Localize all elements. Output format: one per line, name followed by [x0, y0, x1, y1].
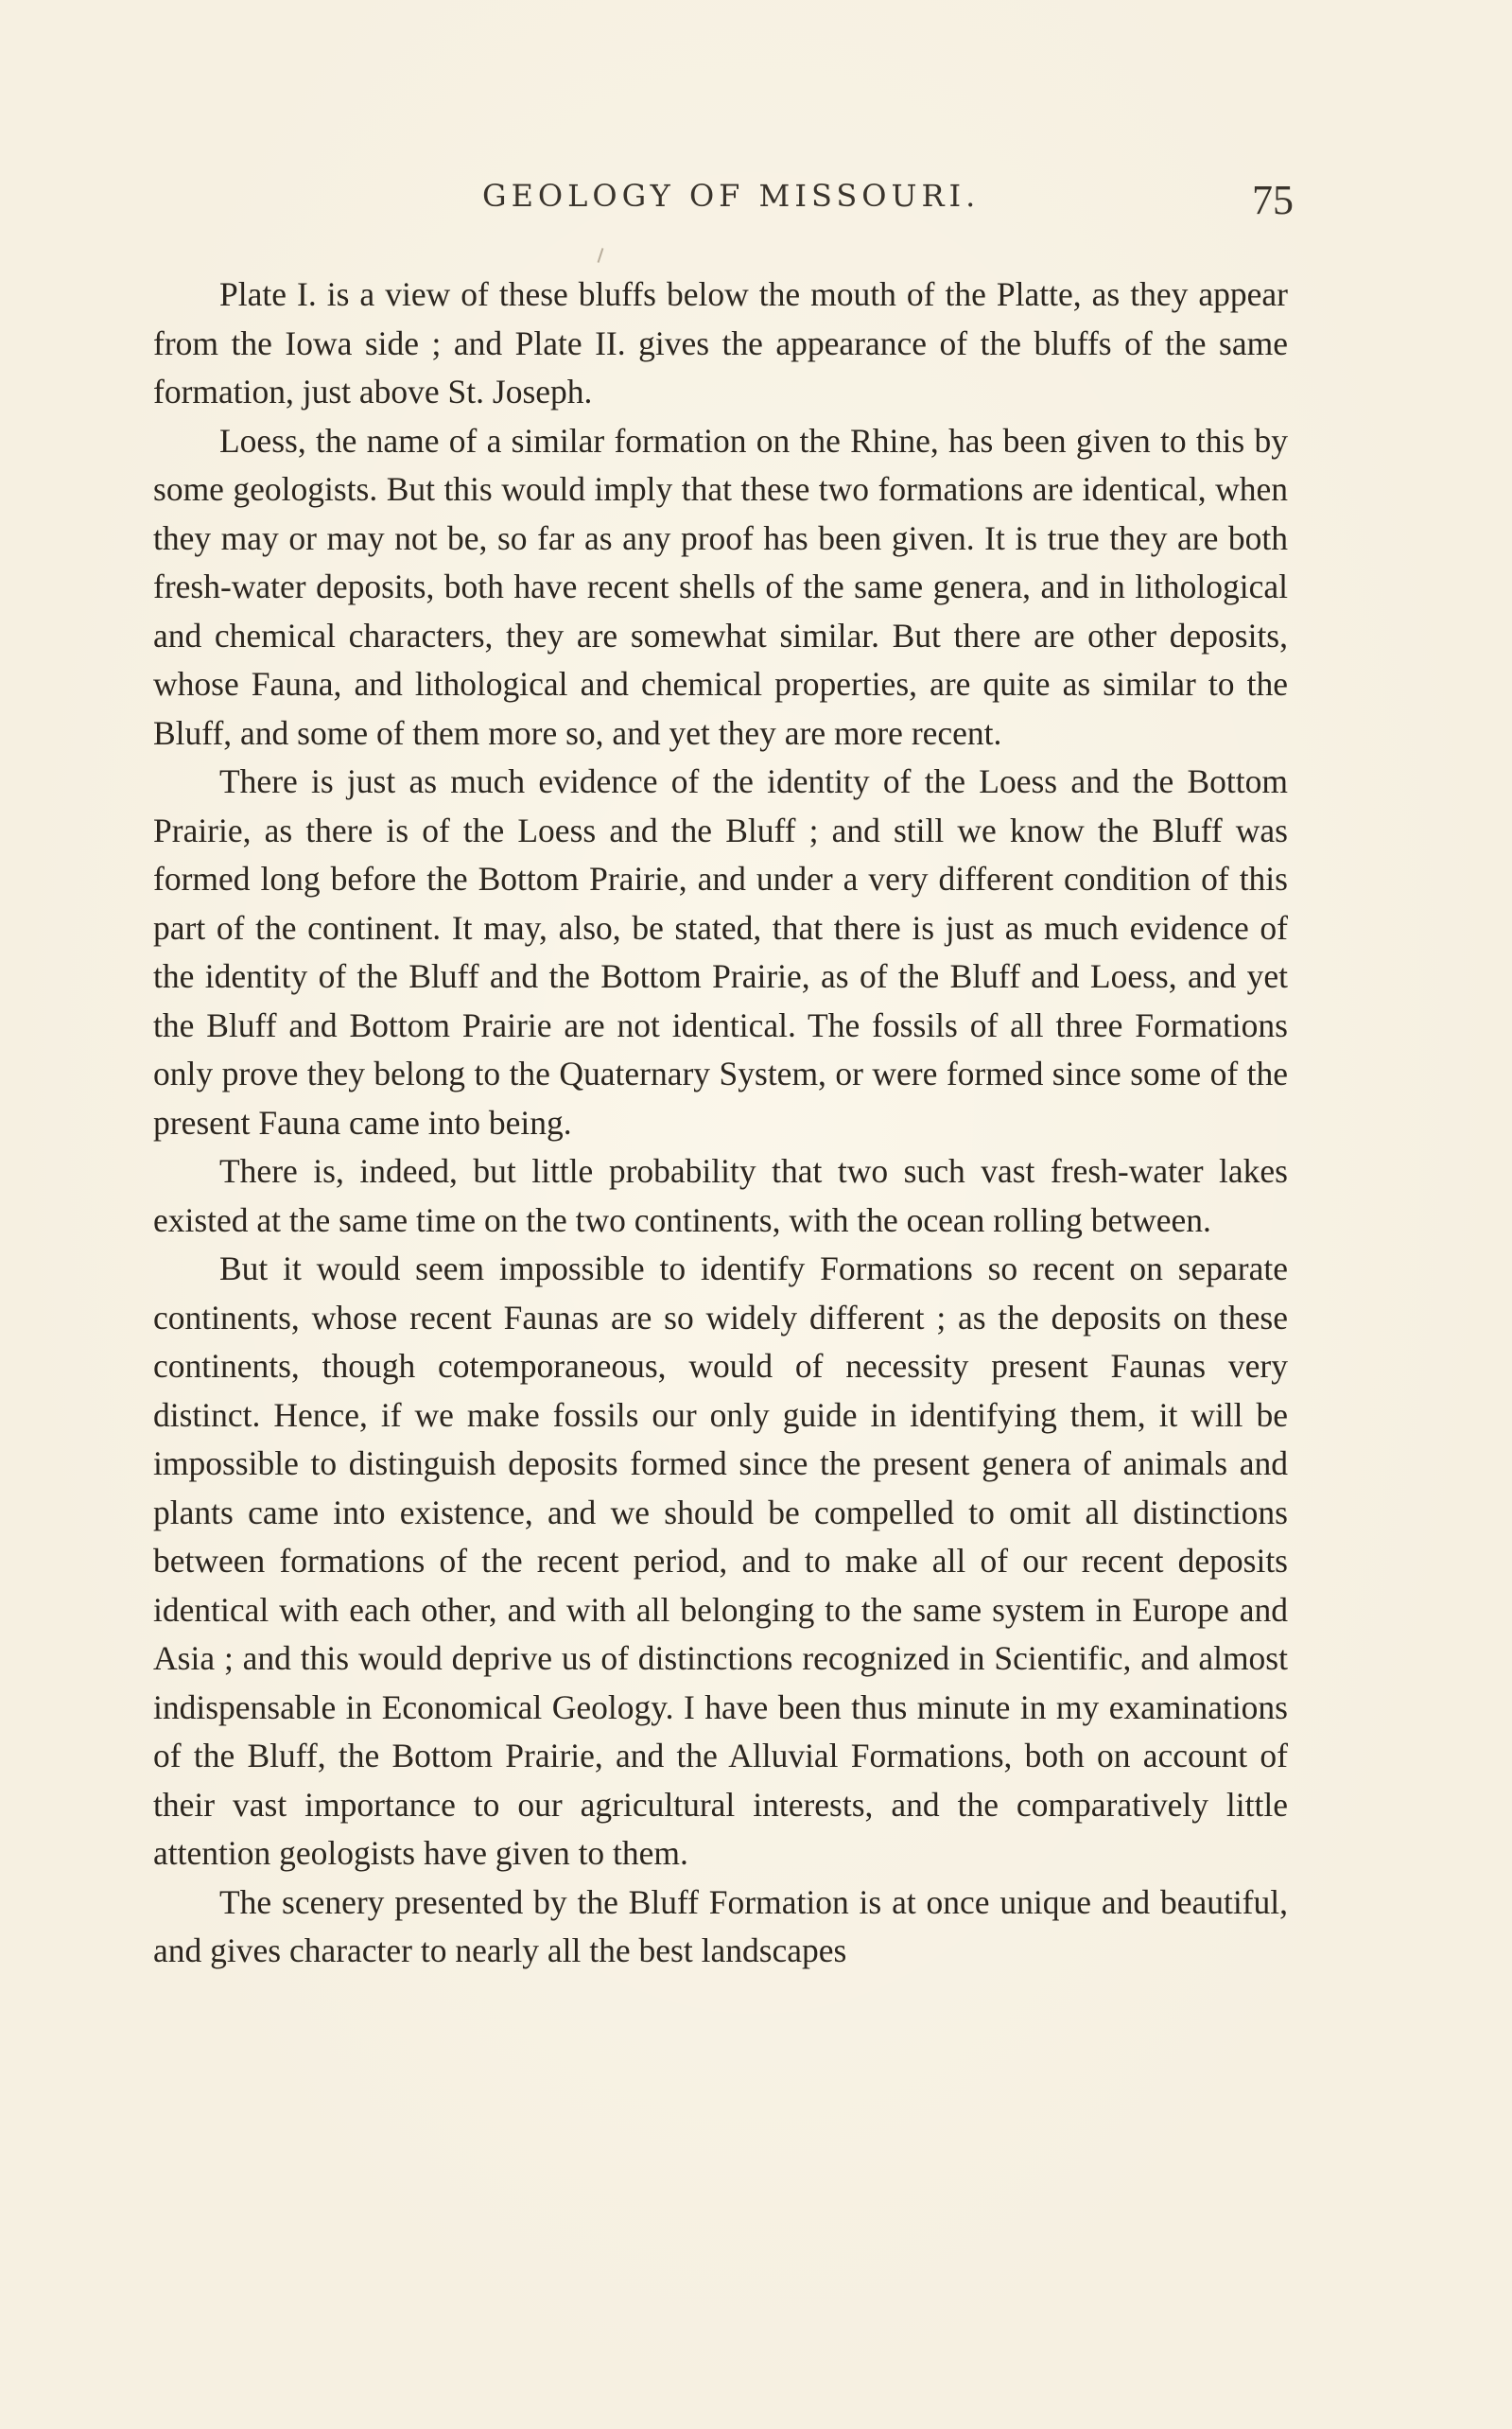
paragraph-continents: But it would seem impossible to identify Formations so recent on separate continents, whose recent Faunas are so widely different ; as the deposits on these continents, though cotemporaneous, would of necessity present Faunas very distinct. Hence, if we make fossils our only guide in identifying them, it will be impossible to distinguish deposits formed since the present genera of animals and plants came into existence, and we should be compelled to omit all distinctions between formations of the recent period, and to make all of our recent deposits identical with each other, and with all belonging to the same system in Europe and Asia ; and this would deprive us of distinctions recognized in Scientific, and almost indispensable in Economical Geology. I have been thus minute in my examinations of the Bluff, the Bottom Prairie, and the Alluvial Formations, both on account of their vast importance to our agricultural interests, and the comparatively little attention geologists have given to them.	[153, 1249, 1288, 1872]
paragraph-scenery: The scenery presented by the Bluff Formation is at once unique and beautiful, and gives character to nearly all the best landscapes	[153, 1882, 1288, 1969]
paragraph-bottom-prairie: There is just as much evidence of the identity of the Loess and the Bottom Prairie, as there is of the Loess and the Bluff ; and still we know the Bluff was formed long before the Bottom Prairie, and under a very different condition of this part of the continent. It may, also, be stated, that there is just as much evidence of the identity of the Bluff and the Bottom Prairie, as of the Bluff and Loess, and yet the Bluff and Bottom Prairie are not identical. The fossils of all three Formations only prove they belong to the Quaternary System, or were formed since some of the present Fauna came into being.	[153, 762, 1288, 1142]
page-number: 75	[1252, 177, 1294, 223]
stray-ink-mark	[598, 248, 604, 263]
paragraph-loess: Loess, the name of a similar formation on the Rhine, has been given to this by some geologists. But this would imply that these two formations are identical, when they may or may not be, so far as any proof has been given. It is true they are both fresh-water deposits, both have recent shells of the same genera, and in lithological and chemical characters, they are somewhat similar. But there are other deposits, whose Fauna, and lithological and chemical properties, are quite as similar to the Bluff, and some of them more so, and yet they are more recent.	[153, 421, 1288, 752]
running-title: GEOLOGY OF MISSOURI.	[482, 178, 981, 214]
paragraph-lakes: There is, indeed, but little probability that two such vast fresh-water lakes existed at the same time on the two continents, with the ocean rolling between.	[153, 1152, 1288, 1239]
body-text	[153, 271, 1288, 1976]
paragraph-plates: Plate I. is a view of these bluffs below the mouth of the Platte, as they appear from the Iowa side ; and Plate II. gives the appearance of the bluffs of the same formation, just above St. Joseph.	[153, 275, 1288, 411]
